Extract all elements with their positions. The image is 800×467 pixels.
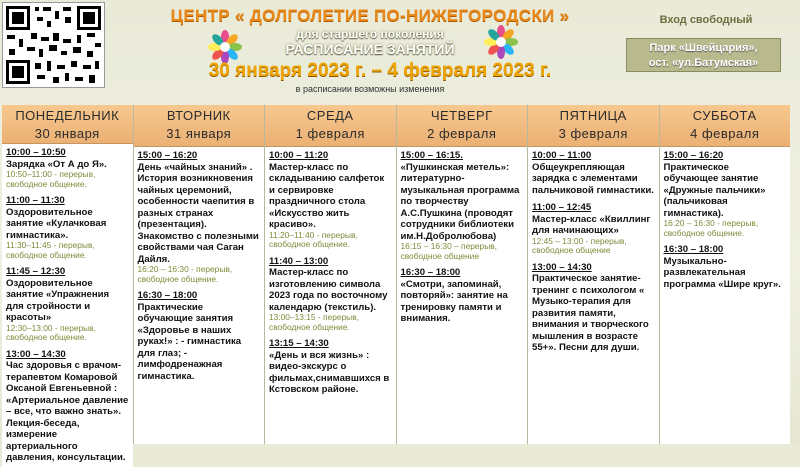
event-time: 10:00 – 11:20 bbox=[269, 150, 329, 161]
break-note: 11:20–11:40 - перерыв, свободное общение. bbox=[269, 229, 358, 249]
day-header bbox=[397, 105, 528, 147]
event-description: Общеукрепляющая зарядка с элементами пальчиковой гимнастики. bbox=[532, 161, 654, 196]
qr-code bbox=[2, 2, 105, 88]
day-header bbox=[660, 105, 791, 147]
day-header bbox=[2, 105, 133, 144]
event-time: 11:45 – 12:30 bbox=[6, 266, 66, 277]
event-description: День «чайных знаний» . История возникновения чайных церемоний, особенности чаепития в разных странах (презентация). Знакомство с полезными свойствами чая Саган Дайля. bbox=[137, 161, 259, 265]
event-description: Зарядка «От А до Я». bbox=[6, 158, 107, 170]
event-description: «День и вся жизнь» : видео-экскурс о фильмах,снимавшихся в Кстовском районе. bbox=[269, 349, 390, 395]
event-time: 13:15 – 14:30 bbox=[269, 338, 329, 349]
event-time: 11:00 – 11:30 bbox=[6, 195, 65, 206]
subtitle: для старшего поколения bbox=[296, 27, 444, 41]
day-events bbox=[397, 147, 528, 444]
day-events bbox=[528, 147, 659, 444]
flower-logo-icon bbox=[208, 30, 242, 64]
day-column bbox=[397, 105, 529, 444]
break-note: 12:30–13:00 - перерыв, свободное общение. bbox=[6, 322, 96, 342]
day-events bbox=[2, 144, 133, 467]
day-events bbox=[265, 147, 396, 444]
schedule-grid bbox=[2, 105, 790, 463]
park-name: Парк «Швейцария», bbox=[649, 42, 758, 54]
event-description: Музыкально-развлекательная программа «Шире круг». bbox=[663, 255, 781, 290]
day-name: ВТОРНИК bbox=[166, 108, 231, 123]
event-description: Мастер-класс по складыванию салфеток и сервировке праздничного стола «Искусство жить красиво». bbox=[269, 161, 385, 230]
break-note: 12:45 – 13:00 - перерыв, свободное общение bbox=[532, 235, 627, 255]
day-date: 30 января bbox=[34, 126, 100, 141]
day-events bbox=[660, 147, 791, 444]
day-header bbox=[265, 105, 396, 147]
event-time: 16:30 – 18:00 bbox=[137, 290, 198, 301]
event-time: 16:30 – 18:00 bbox=[400, 267, 461, 278]
event-time: 13:00 – 14:30 bbox=[532, 261, 592, 273]
day-header bbox=[134, 105, 265, 147]
event-time: 13:00 – 14:30 bbox=[6, 348, 66, 360]
event-description: Час здоровья с врачом-терапевтом Комаровой Оксаной Евгеньевной : «Артериальное давление – все, что важно знать». Лекция-беседа, измерение артериального давления, консультации. bbox=[6, 360, 129, 463]
event-time: 16:30 – 18:00 bbox=[663, 244, 724, 255]
break-note: 10:50–11:00 - перерыв, свободное общение. bbox=[6, 169, 96, 189]
event-time: 10:00 – 11:00 bbox=[532, 150, 592, 161]
day-name: СРЕДА bbox=[306, 108, 354, 123]
event-time: 10:00 – 10:50 bbox=[6, 147, 66, 158]
day-column bbox=[2, 105, 134, 463]
event-description: «Пушкинская метель»: литературно-музыкальная программа по творчеству А.С.Пушкина (проводят сотрудники библиотеки им.Н.Добролюбова) bbox=[400, 161, 520, 242]
day-date: 3 февраля bbox=[558, 126, 628, 141]
day-name: ПОНЕДЕЛЬНИК bbox=[15, 108, 120, 123]
event-description: «Смотри, запоминай, повторяй»: занятие на тренировку памяти и внимания. bbox=[400, 278, 508, 324]
event-description: Практическое обучающее занятие «Дружные пальчики» (пальчиковая гимнастика). bbox=[663, 161, 766, 219]
day-events bbox=[134, 147, 265, 444]
break-note: 13:00–13:15 - перерыв, свободное общение. bbox=[269, 312, 359, 332]
day-name: ЧЕТВЕРГ bbox=[430, 108, 493, 123]
break-note: 16:20 – 16:30 - перерыв, свободное общение. bbox=[663, 218, 759, 238]
changes-note: в расписании возможны изменения bbox=[295, 84, 445, 94]
day-column bbox=[134, 105, 266, 444]
location-box bbox=[626, 38, 781, 72]
day-date: 2 февраля bbox=[427, 126, 497, 141]
date-range: 30 января 2023 г. – 4 февраля 2023 г. bbox=[208, 60, 552, 81]
day-date: 4 февраля bbox=[690, 126, 760, 141]
event-time: 11:40 – 13:00 bbox=[269, 255, 329, 267]
day-header bbox=[528, 105, 659, 147]
day-column bbox=[660, 105, 791, 444]
break-note: 16:15 – 16:30 – перерыв, свободное общение bbox=[400, 241, 498, 261]
event-time: 15:00 – 16:20 bbox=[663, 150, 724, 161]
event-description: Практическое занятие-тренинг с психологом « Музыко-терапия для развития памяти, внимания и творческого мышления в возрасте 55+». Песни для души. bbox=[532, 273, 649, 353]
event-description: Мастер-класс по изготовлению символа 2023 года по восточному календарю (текстиль). bbox=[269, 267, 388, 313]
schedule-title: РАСПИСАНИЕ ЗАНЯТИЙ bbox=[285, 41, 455, 57]
event-time: 15:00 – 16:15. bbox=[400, 150, 463, 161]
event-time: 11:00 – 12:45 bbox=[532, 202, 592, 213]
event-description: Оздоровительное занятие «Кулачковая гимнастика». bbox=[6, 206, 107, 241]
event-time: 15:00 – 16:20 bbox=[137, 150, 198, 161]
day-date: 31 января bbox=[166, 126, 232, 141]
day-name: ПЯТНИЦА bbox=[559, 108, 627, 123]
day-name: СУББОТА bbox=[692, 108, 757, 123]
bus-stop: ост. «ул.Батумская» bbox=[648, 57, 759, 69]
day-column bbox=[528, 105, 660, 444]
event-description: Практические обучающие занятия «Здоровье в наших руках!» : - гимнастика для глаз; - лимфодренажная гимнастика. bbox=[137, 301, 242, 382]
free-entry-label: Вход свободный bbox=[659, 14, 753, 26]
break-note: 16:20 – 16:30 - перерыв, свободное общение. bbox=[137, 264, 233, 284]
day-column bbox=[265, 105, 397, 444]
break-note: 11:30–11:45 - перерыв, свободное общение. bbox=[6, 240, 95, 260]
event-description: Мастер-класс «Квиллинг для начинающих» bbox=[532, 213, 651, 236]
event-description: Оздоровительное занятие «Упражнения для стройности и красоты» bbox=[6, 277, 110, 323]
day-date: 1 февраля bbox=[295, 126, 365, 141]
center-title: ЦЕНТР « ДОЛГОЛЕТИЕ ПО-НИЖЕГОРОДСКИ » bbox=[170, 6, 570, 25]
